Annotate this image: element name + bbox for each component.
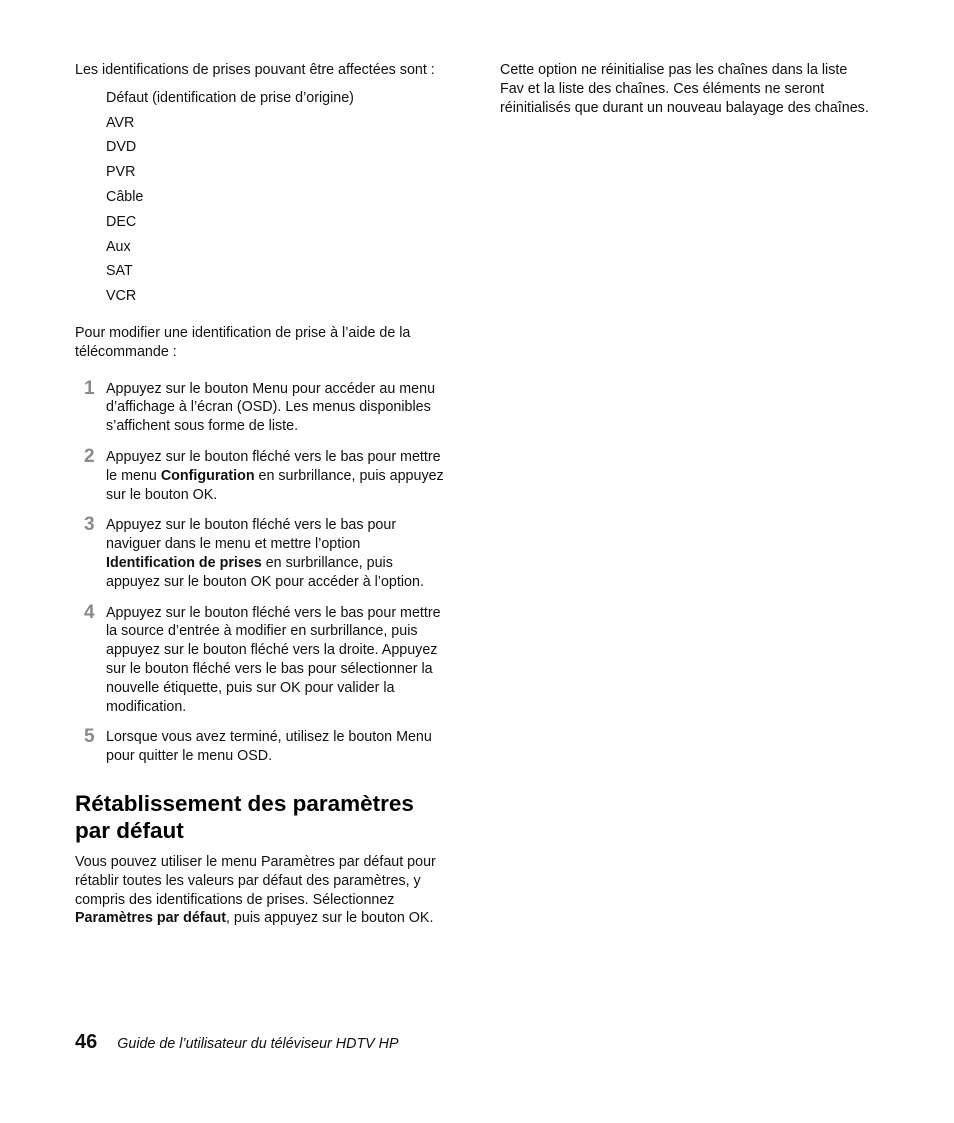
modify-instructions-intro: Pour modifier une identification de prise à l’aide de la télécommande : <box>75 324 411 360</box>
plug-label-item: PVR <box>106 164 136 181</box>
step-text-part: Appuyez sur le bouton fléché vers le bas pour naviguer dans le menu et mettre l’option <box>106 517 397 553</box>
right-column-paragraph: Cette option ne réinitialise pas les chaînes dans la liste Fav et la liste des chaînes. Ces éléments ne seront réinitialisés que durant un nouveau balayage des chaînes. <box>500 62 869 116</box>
step-number: 1 <box>84 377 95 399</box>
step-number: 4 <box>84 601 95 623</box>
step-text-part: Appuyez sur le bouton fléché vers le bas pour mettre la source d’entrée à modifier en surbrillance, puis appuyez sur le bouton fléché vers la droite. Appuyez sur le bouton fléché vers le bas pour sélectionner la nouvelle étiquette, puis sur OK pour valider la modification. <box>106 604 441 715</box>
left-column <box>75 61 447 928</box>
page-number: 46 <box>75 1031 98 1053</box>
section-text-part: Vous pouvez utiliser le menu Paramètres par défaut pour rétablir toutes les valeurs par défaut des paramètres, y compris des identifications de prises. Sélectionnez <box>75 853 436 908</box>
guide-title: Guide de l’utilisateur du téléviseur HDTV HP <box>117 1036 399 1052</box>
step-text-part: Appuyez sur le bouton fléché vers le bas pour mettre le menu <box>106 448 441 484</box>
step-text <box>106 605 441 715</box>
step-text <box>106 381 435 435</box>
plug-label-item: AVR <box>106 114 135 131</box>
section-paragraph <box>75 853 447 928</box>
step-emphasis: Configuration <box>160 467 255 484</box>
step-item <box>75 377 447 436</box>
section-text-part: , puis appuyez sur le bouton OK. <box>225 910 434 927</box>
step-list <box>75 377 447 766</box>
step-emphasis: Identification de prises <box>106 554 262 571</box>
step-text-part: en surbrillance, puis appuyez sur le bouton OK pour accéder à l’option. <box>106 554 424 590</box>
section-emphasis: Paramètres par défaut <box>75 910 226 927</box>
step-item <box>75 516 447 591</box>
step-item <box>75 601 447 717</box>
step-item <box>75 728 447 766</box>
step-text-part: en surbrillance, puis appuyez sur le bouton OK. <box>106 467 444 503</box>
step-item <box>75 445 447 504</box>
right-column <box>500 61 872 117</box>
step-text-part: Appuyez sur le bouton Menu pour accéder au menu d’affichage à l’écran (OSD). Les menus disponibles s’affichent sous forme de liste. <box>106 380 436 435</box>
step-number: 2 <box>84 445 95 467</box>
step-text-part: Lorsque vous avez terminé, utilisez le bouton Menu pour quitter le menu OSD. <box>106 729 432 765</box>
step-number: 5 <box>84 726 95 748</box>
plug-label-item: Défaut (identification de prise d’origine) <box>106 89 354 106</box>
plug-label-item: VCR <box>106 288 137 305</box>
step-text <box>106 517 424 589</box>
step-text <box>106 449 444 503</box>
plug-labels-intro: Les identifications de prises pouvant être affectées sont : <box>75 62 435 78</box>
page-footer <box>75 1033 399 1054</box>
section-heading: Rétablissement des paramètres par défaut <box>75 790 414 843</box>
plug-label-item: SAT <box>106 263 133 280</box>
plug-label-list <box>106 89 447 312</box>
plug-label-item: DVD <box>106 139 137 156</box>
plug-label-item: DEC <box>106 213 137 230</box>
step-text <box>106 729 432 764</box>
plug-label-item: Câble <box>106 188 144 205</box>
step-number: 3 <box>84 514 95 536</box>
plug-label-item: Aux <box>106 238 131 255</box>
